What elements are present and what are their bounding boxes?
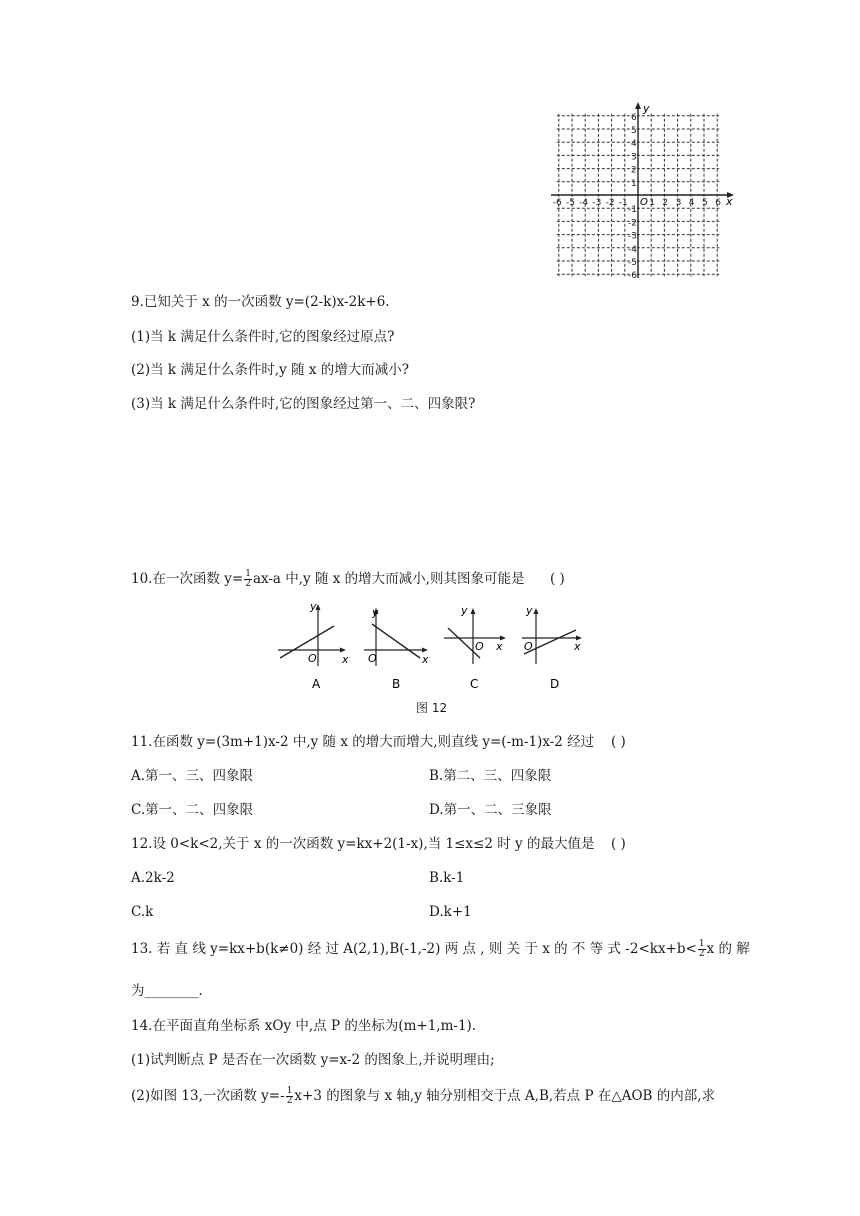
- graph-b-y-label: y: [372, 606, 379, 619]
- graph-d-y-arrow: [534, 608, 539, 614]
- q14-fraction: [286, 1087, 294, 1106]
- q9-sub3: (3)当 k 满足什么条件时,它的图象经过第一、二、四象限?: [131, 396, 476, 412]
- q14-sub2-pre: (2)如图 13,一次函数 y=-: [131, 1088, 285, 1104]
- q10-answer-bracket: ( ): [550, 571, 565, 587]
- q12-option-a: A.2k-2: [131, 870, 175, 886]
- grid-y-tick-label: -2: [628, 218, 637, 229]
- grid-x-tick-label: 4: [688, 198, 695, 208]
- graph-a-line: [280, 626, 334, 658]
- graph-c-y-arrow: [471, 608, 476, 614]
- graph-b-x-arrow: [422, 648, 428, 653]
- grid-y-tick-label: 5: [631, 126, 637, 136]
- q10-stem-post: ax-a 中,y 随 x 的增大而减小,则其图象可能是: [252, 571, 525, 587]
- graph-a-origin: O: [308, 652, 317, 665]
- q12-option-d: D.k+1: [429, 904, 472, 920]
- grid-origin-label: O: [640, 197, 648, 208]
- q12-stem: 12.设 0<k<2,关于 x 的一次函数 y=kx+2(1-x),当 1≤x≤2 时 y 的最大值是: [131, 836, 595, 852]
- q11-option-a: A.第一、三、四象限: [131, 768, 254, 784]
- grid-x-tick-label: -3: [592, 198, 602, 208]
- q10-frac-den: 2: [245, 579, 251, 589]
- graph-c-origin: O: [475, 640, 484, 653]
- grid-x-tick-label: -1: [618, 198, 628, 208]
- q12-answer-bracket: ( ): [611, 836, 626, 852]
- q11-answer-bracket: ( ): [611, 734, 626, 750]
- grid-y-tick-label: 3: [631, 152, 637, 163]
- q11-option-d: D.第一、二、三象限: [429, 802, 552, 818]
- q11-stem: 11.在函数 y=(3m+1)x-2 中,y 随 x 的增大而增大,则直线 y=(-m-1)x-2 经过: [131, 734, 595, 750]
- grid-y-tick-label: -6: [628, 271, 637, 282]
- q10-frac-num: 1: [245, 569, 251, 579]
- graph-a-x-arrow: [340, 648, 346, 653]
- grid-y-tick-label: -5: [628, 258, 637, 268]
- grid-x-tick-label: 2: [662, 198, 669, 208]
- graph-c-option-label: C: [470, 677, 479, 691]
- q12-option-c: C.k: [131, 904, 154, 920]
- grid-y-tick-label: 2: [631, 165, 637, 176]
- q14-frac-den: 2: [286, 1096, 293, 1106]
- q9-sub1: (1)当 k 满足什么条件时,它的图象经过原点?: [131, 329, 395, 345]
- q13-frac-den: 2: [698, 949, 705, 959]
- q9-sub2: (2)当 k 满足什么条件时,y 随 x 的增大而减小?: [131, 362, 410, 378]
- grid-y-tick-label: 6: [631, 112, 637, 123]
- grid-y-label: y: [643, 102, 650, 115]
- grid-y-tick-label: 1: [631, 178, 637, 189]
- grid-y-tick-label: 4: [631, 139, 637, 150]
- grid-x-label: x: [726, 195, 733, 208]
- q13-frac-num: 1: [698, 939, 705, 949]
- graph-a-option-label: A: [312, 677, 321, 691]
- grid-x-tick-label: -2: [605, 198, 615, 208]
- q13-stem-pre: 13. 若 直 线 y=kx+b(k≠0) 经 过 A(2,1),B(-1,-2) 两 点 , 则 关 于 x 的 不 等 式 -2<kx+b<: [131, 941, 697, 957]
- q10-stem-pre: 10.在一次函数 y=: [131, 571, 244, 587]
- q13-stem: [131, 940, 750, 959]
- graph-a-x-label: x: [342, 653, 349, 666]
- grid-x-tick-label: -5: [566, 198, 575, 208]
- grid-x-tick-label: -6: [552, 198, 562, 208]
- grid-tick-labels: [553, 113, 721, 281]
- grid-x-tick-label: 6: [715, 198, 721, 208]
- grid-x-tick-label: -4: [579, 198, 589, 208]
- q13-blank-line: 为________.: [131, 983, 203, 999]
- graph-b-x-label: x: [422, 653, 429, 666]
- figure-12-caption: 图 12: [416, 701, 448, 715]
- grid-y-tick-label: -1: [628, 205, 637, 216]
- graph-d-x-label: x: [574, 640, 581, 653]
- q10-stem: [131, 570, 524, 589]
- graph-d-origin: O: [524, 640, 533, 653]
- graph-c-x-label: x: [496, 640, 503, 653]
- grid-x-tick-label: 3: [675, 198, 682, 208]
- grid-x-tick-label: 5: [702, 198, 708, 208]
- q14-sub2-post: x+3 的图象与 x 轴,y 轴分别相交于点 A,B,若点 P 在△AOB 的内部,求: [294, 1088, 716, 1104]
- q10-fraction: [244, 570, 252, 589]
- y-axis-arrow: [635, 102, 641, 109]
- graph-c: [444, 604, 506, 691]
- q11-option-c: C.第一、二、四象限: [131, 802, 254, 818]
- graph-a-y-label: y: [310, 600, 317, 613]
- q9-stem: 9.已知关于 x 的一次函数 y=(2-k)x-2k+6.: [131, 294, 390, 310]
- q10-graphs-figure: [272, 600, 592, 700]
- graph-c-y-label: y: [461, 604, 468, 617]
- grid-y-tick-label: -3: [628, 231, 637, 242]
- q13-stem-post: x 的 解: [706, 941, 750, 957]
- q14-frac-num: 1: [286, 1086, 293, 1096]
- graph-d: [522, 604, 582, 691]
- grid-x-tick-label: 1: [649, 198, 655, 208]
- graph-b: [364, 606, 429, 691]
- graph-b-line: [372, 624, 420, 658]
- q11-option-b: B.第二、三、四象限: [429, 768, 552, 784]
- graph-b-option-label: B: [392, 677, 401, 691]
- graph-b-origin: O: [368, 652, 377, 665]
- coordinate-grid-figure: [548, 100, 738, 285]
- graph-d-y-label: y: [526, 604, 533, 617]
- q14-sub2: [131, 1087, 715, 1106]
- q12-option-b: B.k-1: [429, 870, 465, 886]
- q13-fraction: [698, 940, 706, 959]
- graph-d-option-label: D: [550, 677, 560, 691]
- graph-a: [278, 600, 349, 691]
- q14-stem: 14.在平面直角坐标系 xOy 中,点 P 的坐标为(m+1,m-1).: [131, 1018, 477, 1034]
- grid-y-tick-label: -4: [628, 244, 637, 255]
- q14-sub1: (1)试判断点 P 是否在一次函数 y=x-2 的图象上,并说明理由;: [131, 1052, 495, 1068]
